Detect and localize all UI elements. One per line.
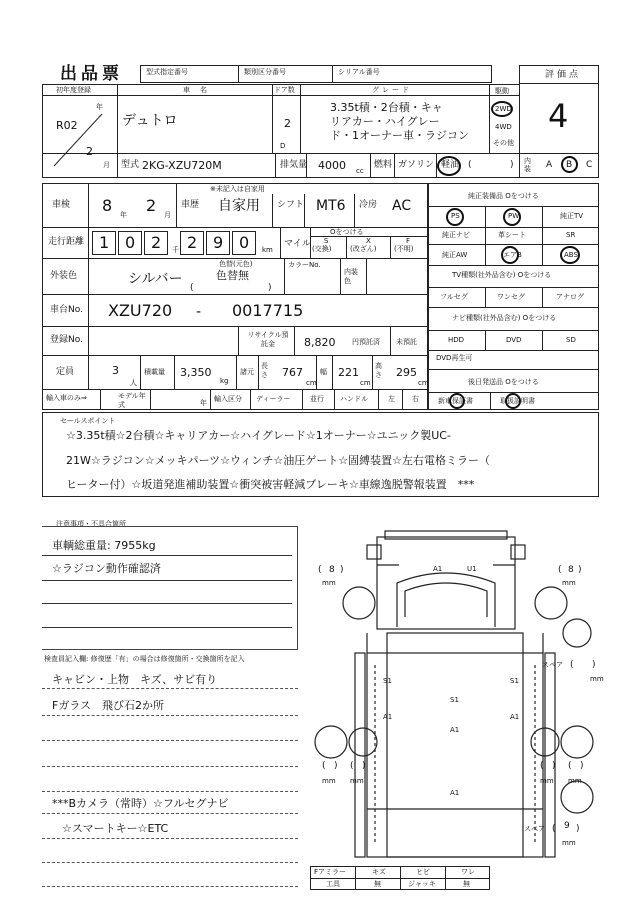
- mileage-digit: 9: [213, 233, 224, 252]
- legend-h3: ヒビ: [416, 868, 430, 876]
- spare-bottom-value: 9: [564, 821, 570, 831]
- model-label: 型式: [121, 160, 140, 170]
- damage-a1-right: A1: [510, 713, 520, 721]
- spare-bottom-circle: [561, 781, 593, 813]
- equip-airbag: エアB: [503, 251, 522, 259]
- color-paren-close: ): [268, 283, 272, 293]
- legend-h1: Fアミラー: [314, 868, 347, 876]
- navi-sd: SD: [566, 336, 576, 344]
- width-value: 221: [338, 366, 359, 379]
- width-label: 幅: [320, 368, 327, 376]
- vehicle-detail-block: [42, 183, 428, 410]
- navi-hdd: HDD: [448, 336, 465, 344]
- tv-fullseg: フルセグ: [440, 293, 468, 301]
- reg-label: 登録No.: [50, 335, 83, 345]
- shift-label: シフト: [277, 200, 305, 210]
- spare-bottom-label: スペア: [524, 825, 545, 833]
- km-unit: km: [262, 246, 273, 254]
- tire-fr-value: 8: [568, 565, 574, 575]
- inspector-line-1: キャビン・上物 キズ、サビ有り: [52, 673, 218, 686]
- tire-rl-open: (: [322, 761, 326, 771]
- shaken-month-unit: 月: [164, 211, 171, 219]
- mileage-digit: 0: [125, 233, 136, 252]
- drive-other: その他: [493, 139, 514, 147]
- spare-bottom-close: ): [576, 824, 580, 834]
- tire-rl-close: ): [334, 761, 338, 771]
- tire-rl2-close: ): [362, 761, 366, 771]
- tire-rr-mm: mm: [540, 777, 554, 785]
- navi-dvd-play: DVD再生可: [436, 354, 473, 362]
- mile-f-sub: (不明): [394, 245, 414, 253]
- sales-points-label: セールスポイント: [60, 417, 116, 425]
- legend-r4: 無: [463, 880, 470, 888]
- serial-label: シリアル番号: [338, 68, 380, 76]
- notes-line-1: 車輌総重量: 7955kg: [52, 539, 156, 552]
- sales-line-2: 21W☆ラジコン☆メッキパーツ☆ウィンチ☆油圧ゲート☆固縛装置☆左右電格ミラー（: [66, 454, 490, 467]
- model-year-label: モデル年式: [118, 392, 146, 409]
- color-change-value: 色替無: [216, 269, 249, 282]
- mile-label: マイル: [284, 239, 311, 249]
- fuel-diesel: 軽油: [441, 160, 460, 170]
- tire-fr-open: (: [558, 565, 562, 575]
- mile-s: S: [324, 237, 329, 245]
- drive-2wd: 2WD: [495, 105, 512, 113]
- car-name-label: 車名: [183, 86, 217, 94]
- cc-unit: cc: [356, 167, 364, 175]
- chassis-dash: -: [196, 304, 202, 320]
- tire-fl-mm: mm: [322, 579, 336, 587]
- fuel-label: 燃料: [374, 160, 393, 170]
- interior-b-circle: [561, 156, 578, 173]
- damage-a1-bed: A1: [450, 726, 460, 734]
- equip-abs: ABS: [564, 251, 578, 259]
- damage-s1-left: S1: [383, 677, 392, 685]
- mileage-label: 走行距離: [48, 237, 85, 247]
- spare-top-open: (: [570, 660, 574, 670]
- color-no-label: カラーNo.: [288, 261, 321, 269]
- mileage-maru-note: Oをつける: [330, 228, 364, 236]
- inspector-line-2: Fガラス 飛び石2か所: [52, 699, 164, 712]
- model-value: 2KG-XZU720M: [142, 159, 222, 172]
- first-reg-label: 初年度登録: [56, 86, 91, 94]
- import-label: 輸入車のみ⇒: [46, 394, 87, 402]
- damage-a1-rear: A1: [450, 789, 460, 797]
- load-label: 積載量: [144, 368, 165, 376]
- spare-top-label: スペア: [542, 661, 563, 669]
- mile-x-sub: (改ざん): [350, 245, 377, 253]
- tire-rl2-mm: mm: [350, 777, 364, 785]
- chassis-prefix: XZU720: [108, 301, 173, 320]
- tv-analog: アナログ: [556, 293, 584, 301]
- doc-manual-circle: [505, 393, 521, 409]
- chassis-label: 車台No.: [50, 305, 83, 315]
- tv-kind-title: TV種類(社外品含む) Oをつける: [452, 271, 552, 279]
- handle-right: 右: [412, 395, 419, 403]
- spare-bottom-open: (: [552, 824, 556, 834]
- month-unit: 月: [103, 161, 110, 169]
- import-year-unit: 年: [200, 399, 207, 407]
- recycle-value: 8,820: [304, 336, 336, 349]
- recycle-unit: 円預託済: [352, 338, 380, 346]
- legend-r3: ジャッキ: [408, 880, 436, 888]
- tire-fr-mm: mm: [562, 579, 576, 587]
- mileage-digit: 2: [187, 233, 198, 252]
- mileage-digit: 0: [239, 233, 250, 252]
- equip-ps: PS: [451, 212, 460, 220]
- spare-top-mm: mm: [590, 675, 604, 683]
- shaken-label: 車検: [52, 200, 71, 210]
- shaken-month: 2: [146, 196, 157, 215]
- length-value: 767: [282, 366, 303, 379]
- year-unit: 年: [96, 103, 103, 111]
- parallel-option: 並行: [310, 395, 324, 403]
- height-label: 高さ: [375, 362, 382, 379]
- shaken-year: 8: [102, 196, 113, 215]
- load-value: 3,350: [180, 366, 212, 379]
- first-reg-year: R02: [56, 119, 78, 132]
- ruibetsu-label: 類別区分番号: [244, 68, 286, 76]
- docs-title: 後日発送品 Oをつける: [468, 378, 539, 386]
- spare-top-circle: [563, 619, 591, 647]
- cooler-value: AC: [392, 198, 412, 214]
- width-unit: cm: [360, 379, 371, 387]
- doc-warranty-circle: [449, 393, 465, 409]
- mileage-digit: 1: [99, 233, 110, 252]
- equip-airbag-circle: [501, 246, 519, 264]
- dims-label: 諸元: [240, 368, 254, 376]
- tire-rear-right-outer: [561, 726, 593, 758]
- handle-label: ハンドル: [340, 395, 368, 403]
- mile-s-sub: (交換): [312, 245, 332, 253]
- grade-line3: ド・1オーナー車・ラジコン: [330, 129, 469, 142]
- displacement-value: 4000: [318, 159, 346, 172]
- length-unit: cm: [306, 379, 317, 387]
- mile-f: F: [406, 237, 411, 245]
- tv-oneseg: ワンセグ: [497, 293, 525, 301]
- vehicle-damage-diagram: [305, 525, 605, 860]
- first-reg-slash: [50, 112, 110, 168]
- history-note: ※未記入は自家用: [210, 185, 265, 193]
- capacity-unit: 人: [130, 379, 137, 387]
- import-kind-label: 輸入区分: [214, 395, 242, 403]
- mile-x: X: [366, 237, 371, 245]
- page-title: 出品票: [60, 64, 123, 84]
- tire-fr-close: ): [578, 565, 582, 575]
- inspector-label: 検査員記入欄: 修復歴「有」の場合は修復箇所・交換箇所を記入: [44, 655, 245, 663]
- tire-rr-open: (: [540, 761, 544, 771]
- height-unit: cm: [418, 379, 429, 387]
- fuel-gas: ガソリン: [398, 160, 435, 170]
- displacement-label: 排気量: [280, 160, 308, 170]
- damage-s1-right: S1: [510, 677, 519, 685]
- tire-fl-open: (: [318, 565, 322, 575]
- damage-a1-cab: A1: [433, 565, 443, 573]
- inspector-line-4: ☆スマートキー☆ETC: [62, 822, 169, 835]
- tire-rear-left-outer: [315, 726, 347, 758]
- sales-line-1: ☆3.35t積☆2台積☆キャリアカー☆ハイグレード☆1オーナー☆ユニック製UC-: [66, 429, 451, 442]
- tire-fl-value: 8: [329, 565, 335, 575]
- equip-ps-circle: [446, 208, 464, 226]
- tire-rl2-open: (: [350, 761, 354, 771]
- doors-value: 2: [284, 117, 291, 130]
- katashiki-label: 型式指定番号: [146, 68, 188, 76]
- sales-line-3: ヒーター付）☆坂道発進補助装置☆衝突被害軽減ブレーキ☆車線逸脱警報装置 ***: [66, 478, 475, 491]
- legend-r2: 無: [374, 880, 381, 888]
- first-reg-month: 2: [86, 145, 93, 158]
- fuel-paren-open: (: [468, 160, 472, 170]
- interior-c: C: [586, 160, 593, 170]
- sen-unit: 千: [172, 246, 179, 254]
- inspector-line-3: ***Bカメラ（常時）☆フルセグナビ: [52, 797, 229, 810]
- legend-h2: キズ: [372, 868, 386, 876]
- equip-tv: 純正TV: [560, 212, 584, 220]
- doors-suffix: D: [280, 142, 286, 150]
- equip-aw: 純正AW: [442, 251, 468, 259]
- grade-line1: 3.35t積・2台積・キャ: [330, 101, 443, 114]
- damage-s1-bed: S1: [450, 696, 459, 704]
- notes-line-2: ☆ラジコン動作確認済: [52, 562, 161, 575]
- drive-label: 駆動: [495, 87, 509, 95]
- tire-rr-close: ): [552, 761, 556, 771]
- handle-left: 左: [388, 395, 395, 403]
- exterior-value: シルバー: [128, 271, 183, 287]
- shift-value: MT6: [316, 198, 346, 214]
- legend-r1: 工具: [326, 880, 340, 888]
- drive-2wd-circle: [491, 101, 513, 117]
- equip-leather: 革シート: [498, 231, 526, 239]
- length-label: 長さ: [261, 362, 268, 379]
- equip-abs-circle: [560, 246, 580, 264]
- doors-label: ドア数: [274, 86, 295, 94]
- tire-front-left: [343, 587, 375, 619]
- spare-top-close: ): [592, 660, 596, 670]
- load-unit: kg: [220, 377, 229, 385]
- grade-label: グレード: [372, 86, 412, 94]
- score-value: 4: [548, 97, 569, 135]
- fuel-diesel-circle: [437, 156, 461, 176]
- car-name: デュトロ: [122, 113, 178, 129]
- header-code-row: [140, 65, 492, 83]
- recycle-status: 未預託: [396, 338, 417, 346]
- navi-dvd: DVD: [506, 336, 522, 344]
- drive-4wd: 4WD: [495, 123, 512, 131]
- equip-pw: PW: [508, 212, 520, 220]
- mileage-digit: 2: [151, 233, 162, 252]
- height-value: 295: [396, 366, 417, 379]
- cooler-label: 冷房: [359, 200, 378, 210]
- chassis-number: 0017715: [232, 301, 304, 320]
- windshield: [397, 573, 495, 627]
- spare-bottom-mm: mm: [562, 839, 576, 847]
- capacity-label: 定員: [56, 367, 75, 377]
- equip-pw-circle: [503, 208, 521, 226]
- tire-rr2-open: (: [568, 761, 572, 771]
- fuel-paren-close: ): [510, 160, 514, 170]
- exterior-label: 外装色: [50, 271, 78, 281]
- interior-label: 内装: [524, 157, 531, 173]
- tire-front-right: [535, 587, 567, 619]
- notes-label: 注意事項・不具合箇所: [56, 520, 126, 528]
- capacity-value: 3: [112, 364, 119, 377]
- doc-warranty: 新車保証書: [438, 397, 473, 405]
- doc-manual: 取扱説明書: [500, 397, 535, 405]
- color-code-label: 色替(元色): [219, 260, 253, 268]
- equipment-title: 純正装備品 Oをつける: [468, 192, 539, 200]
- tire-fl-close: ): [340, 565, 344, 575]
- equip-navi: 純正ナビ: [442, 231, 470, 239]
- score-label: 評価点: [545, 70, 582, 80]
- color-paren-open: (: [190, 283, 194, 293]
- damage-u1-cab: U1: [467, 565, 477, 573]
- interior-color-label: 内装色: [344, 268, 358, 285]
- equip-sr: SR: [566, 231, 576, 239]
- interior-b: B: [566, 160, 573, 170]
- history-label: 車歴: [181, 200, 200, 210]
- damage-a1-left: A1: [383, 713, 393, 721]
- tire-rr2-close: ): [580, 761, 584, 771]
- grade-line2: リアカー・ハイグレー: [330, 115, 440, 128]
- legend-h4: ワレ: [461, 868, 475, 876]
- interior-a: A: [546, 160, 553, 170]
- shaken-year-unit: 年: [120, 211, 127, 219]
- mileage-digits: [92, 231, 260, 255]
- recycle-label: リサイクル預託金: [247, 331, 289, 348]
- dealer-option: ディーラー: [256, 395, 291, 403]
- tire-rl-mm: mm: [322, 777, 336, 785]
- navi-kind-title: ナビ種類(社外品含む) Oをつける: [452, 314, 557, 322]
- history-value: 自家用: [218, 198, 260, 214]
- tire-rr2-mm: mm: [568, 777, 582, 785]
